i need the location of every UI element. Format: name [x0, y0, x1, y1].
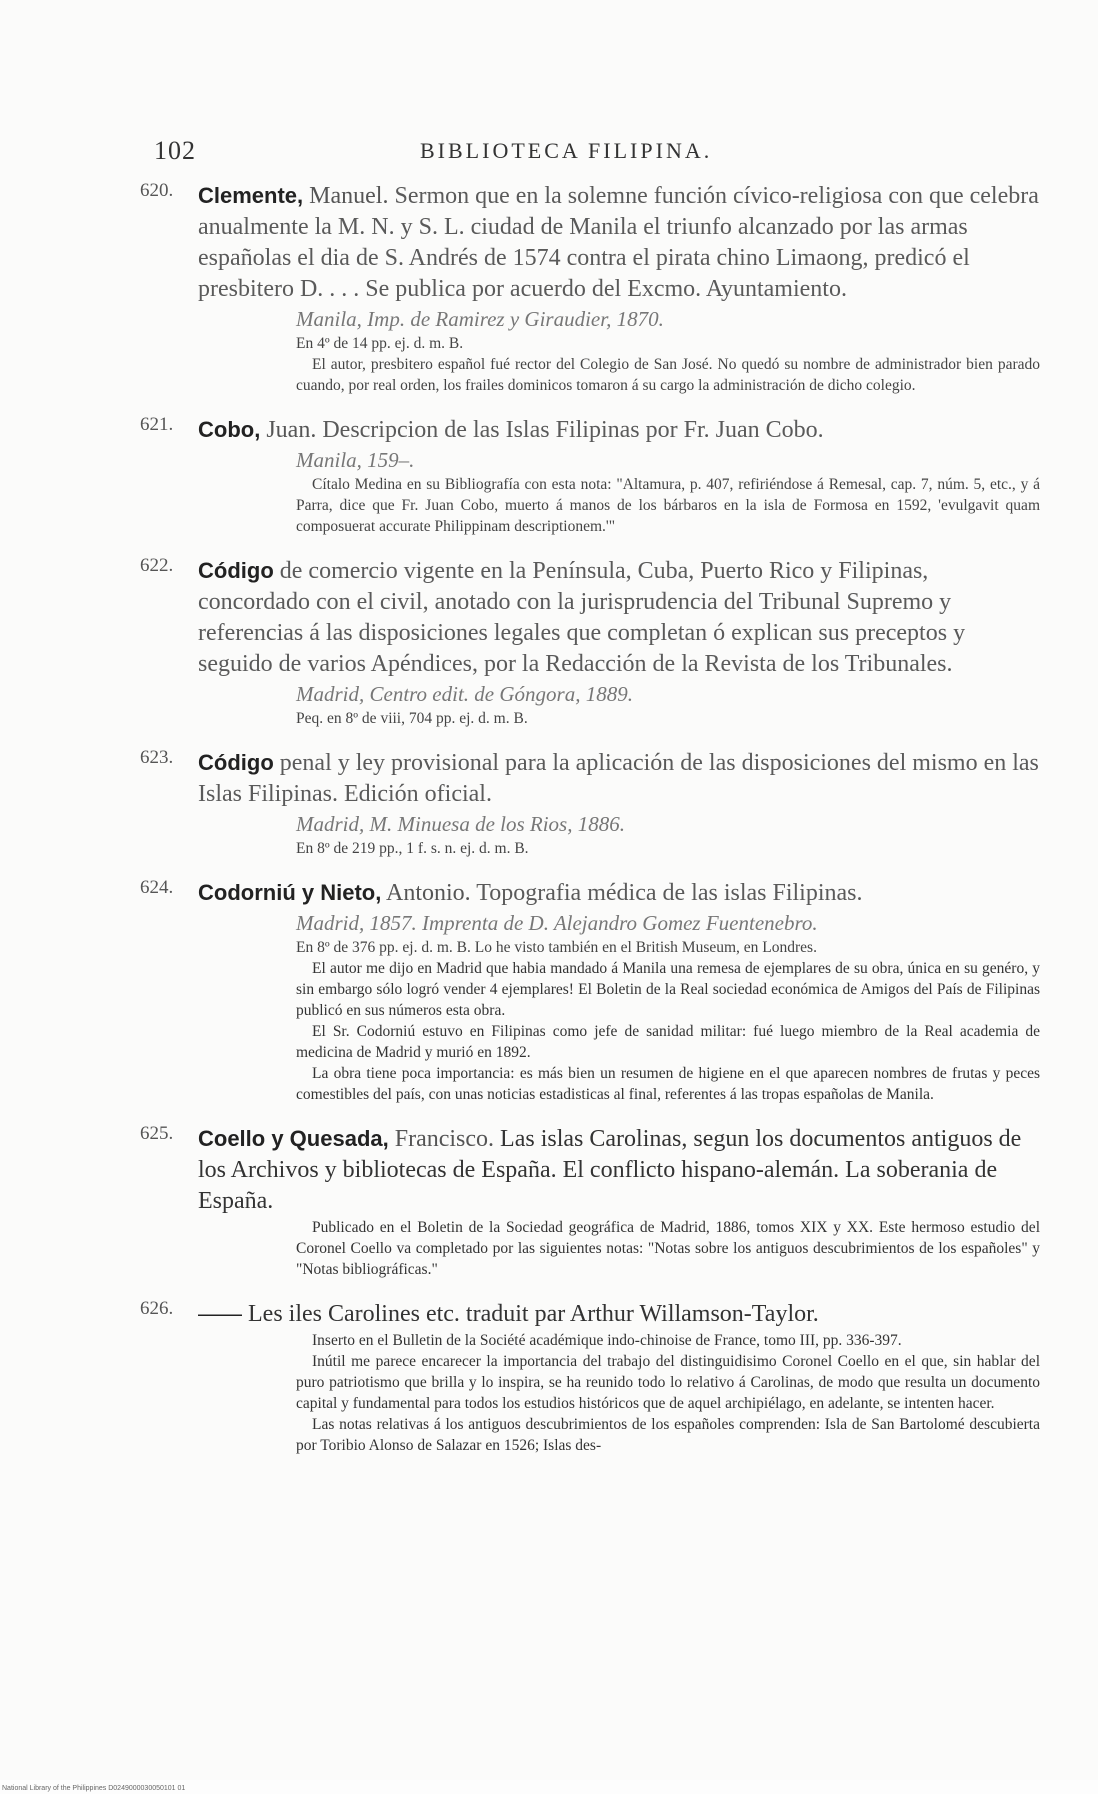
entry-title: Sermon que en la solemne función cívico-religiosa con que celebra anualmente la M. N. y S. L. ciudad de Manila el triunfo alcanzado por las armas españolas el dia de S. Andrés de 1574 contra el pirata chino Limaong, predicó el presbitero D. . . . Se publica por acuerdo del Excmo. Ayuntamiento. [198, 183, 1039, 302]
entry-heading [154, 747, 1040, 810]
entry-note: En 8º de 376 pp. ej. d. m. B. Lo he visto también en el British Museum, en Londres. [296, 939, 817, 956]
entry-note: La obra tiene poca importancia: es más bien un resumen de higiene en el que aparecen nombres de frutas y peces comestibles del país, con unas noticias estadisticas al final, referentes á las tropas españolas de Manila. [296, 1065, 1040, 1103]
entry-title: penal y ley provisional para la aplicación de las disposiciones del mismo en las Islas Filipinas. Edición oficial. [198, 750, 1039, 807]
entry-author: Clemente, [198, 183, 304, 208]
entry-title: Descripcion de las Islas Filipinas por Fr. Juan Cobo. [322, 417, 824, 443]
entry-heading [154, 1123, 1040, 1217]
entry-note: El Sr. Codorniú estuvo en Filipinas como jefe de sanidad militar: fué luego miembro de la Real academia de medicina de Madrid y murió en 1892. [296, 1023, 1040, 1061]
library-stamp: National Library of the Philippines D0249000030050101 01 [2, 1785, 186, 1792]
entry-firstname: Antonio. [386, 880, 471, 906]
entry-number: 620. [140, 180, 174, 201]
footer-strip [0, 1780, 1098, 1794]
entry-624 [140, 877, 1040, 1105]
page-header [150, 136, 1030, 172]
entry-title: Les iles Carolines etc. traduit par Arthur Willamson-Taylor. [248, 1301, 819, 1327]
entry-note: En 4º de 14 pp. ej. d. m. B. [296, 335, 464, 352]
entry-note: Inserto en el Bulletin de la Société académique indo-chinoise de France, tomo III, pp. 336-397. [312, 1332, 902, 1349]
entry-note: Inútil me parece encarecer la importancia del trabajo del distinguidisimo Coronel Coello en el que, sin hablar del puro patriotismo que brilla y lo inspira, se ha reunido todo lo relativo á Carolinas, de modo que resulta un documento capital y fundamental para todos los estudios históricos que de aquel archipiélago, en adelante, se intenten hacer. [296, 1353, 1040, 1412]
entry-title: de comercio vigente en la Península, Cuba, Puerto Rico y Filipinas, concordado con el civil, anotado con la jurisprudencia del Tribunal Supremo y referencias á las disposiciones legales que completan ó explican sus preceptos y seguido de varios Apéndices, por la Redacción de la Revista de los Tribunales. [198, 558, 966, 677]
entry-note: Las notas relativas á los antiguos descubrimientos de los españoles comprenden: Isla de San Bartolomé descubierta por Toribio Alonso de Salazar en 1526; Islas des- [296, 1416, 1040, 1454]
entry-note: El autor, presbitero español fué rector del Colegio de San José. No quedó su nombre de administrador bien parado cuando, por real orden, los frailes dominicos tomaron á su cargo la administración de dicho colegio. [296, 356, 1040, 394]
entry-heading [154, 555, 1040, 680]
entry-heading [154, 877, 1040, 909]
entry-title: Topografia médica de las islas Filipinas. [476, 880, 863, 906]
entry-number: 624. [140, 877, 174, 898]
entry-author: Coello y Quesada, [198, 1126, 389, 1151]
entry-heading [154, 180, 1040, 305]
entry-author: Cobo, [198, 417, 261, 442]
entry-author: —— [198, 1301, 242, 1326]
entry-number: 625. [140, 1123, 174, 1144]
entry-firstname: Francisco. [394, 1126, 495, 1152]
entry-title: Las islas Carolinas, segun los documentos antiguos de los Archivos y bibliotecas de España. El conflicto hispano-alemán. La soberania de España. [198, 1126, 1022, 1214]
entry-621 [140, 414, 1040, 537]
entry-author: Código [198, 558, 274, 583]
entry-imprint: Madrid, 1857. Imprenta de D. Alejandro Gomez Fuentenebro. [296, 911, 818, 935]
entry-heading [154, 1298, 1040, 1330]
entry-firstname: Manuel. [309, 183, 389, 209]
entry-number: 623. [140, 747, 174, 768]
entry-625 [140, 1123, 1040, 1280]
bibliography-entries [140, 180, 1040, 1474]
entry-firstname: Juan. [266, 417, 317, 443]
entry-620 [140, 180, 1040, 396]
running-title: BIBLIOTECA FILIPINA. [420, 138, 713, 163]
entry-heading [154, 414, 1040, 446]
entry-imprint: Madrid, Centro edit. de Góngora, 1889. [296, 682, 633, 706]
entry-note: El autor me dijo en Madrid que habia mandado á Manila una remesa de ejemplares de su obra, única en su genéro, y sin embargo sólo logró vender 4 ejemplares! El Boletin de la Real sociedad económica de Amigos del País de Filipinas publicó en sus números esta obra. [296, 960, 1040, 1019]
entry-623 [140, 747, 1040, 859]
entry-note: Peq. en 8º de viii, 704 pp. ej. d. m. B. [296, 710, 528, 727]
page-number: 102 [154, 136, 196, 165]
entry-626 [140, 1298, 1040, 1456]
entry-number: 622. [140, 555, 174, 576]
entry-author: Código [198, 750, 274, 775]
entry-note: Publicado en el Boletin de la Sociedad geográfica de Madrid, 1886, tomos XIX y XX. Este hermoso estudio del Coronel Coello va completado por las siguientes notas: "Notas sobre los antiguos descubrimientos de los españoles" y "Notas bibliográficas." [296, 1219, 1040, 1278]
entry-note: Cítalo Medina en su Bibliografía con esta nota: "Altamura, p. 407, refiriéndose á Remesal, cap. 7, núm. 5, etc., y á Parra, dice que Fr. Juan Cobo, muerto á manos de los bárbaros en la isla de Formosa en 1592, 'evulgavit quam composuerat accurate Philippinam descriptionem.'" [296, 476, 1040, 535]
entry-imprint: Manila, Imp. de Ramirez y Giraudier, 1870. [296, 307, 664, 331]
entry-author: Codorniú y Nieto, [198, 880, 382, 905]
entry-imprint: Manila, 159–. [296, 448, 415, 472]
entry-number: 626. [140, 1298, 174, 1319]
entry-imprint: Madrid, M. Minuesa de los Rios, 1886. [296, 812, 625, 836]
entry-number: 621. [140, 414, 174, 435]
entry-note: En 8º de 219 pp., 1 f. s. n. ej. d. m. B. [296, 840, 529, 857]
entry-622 [140, 555, 1040, 729]
